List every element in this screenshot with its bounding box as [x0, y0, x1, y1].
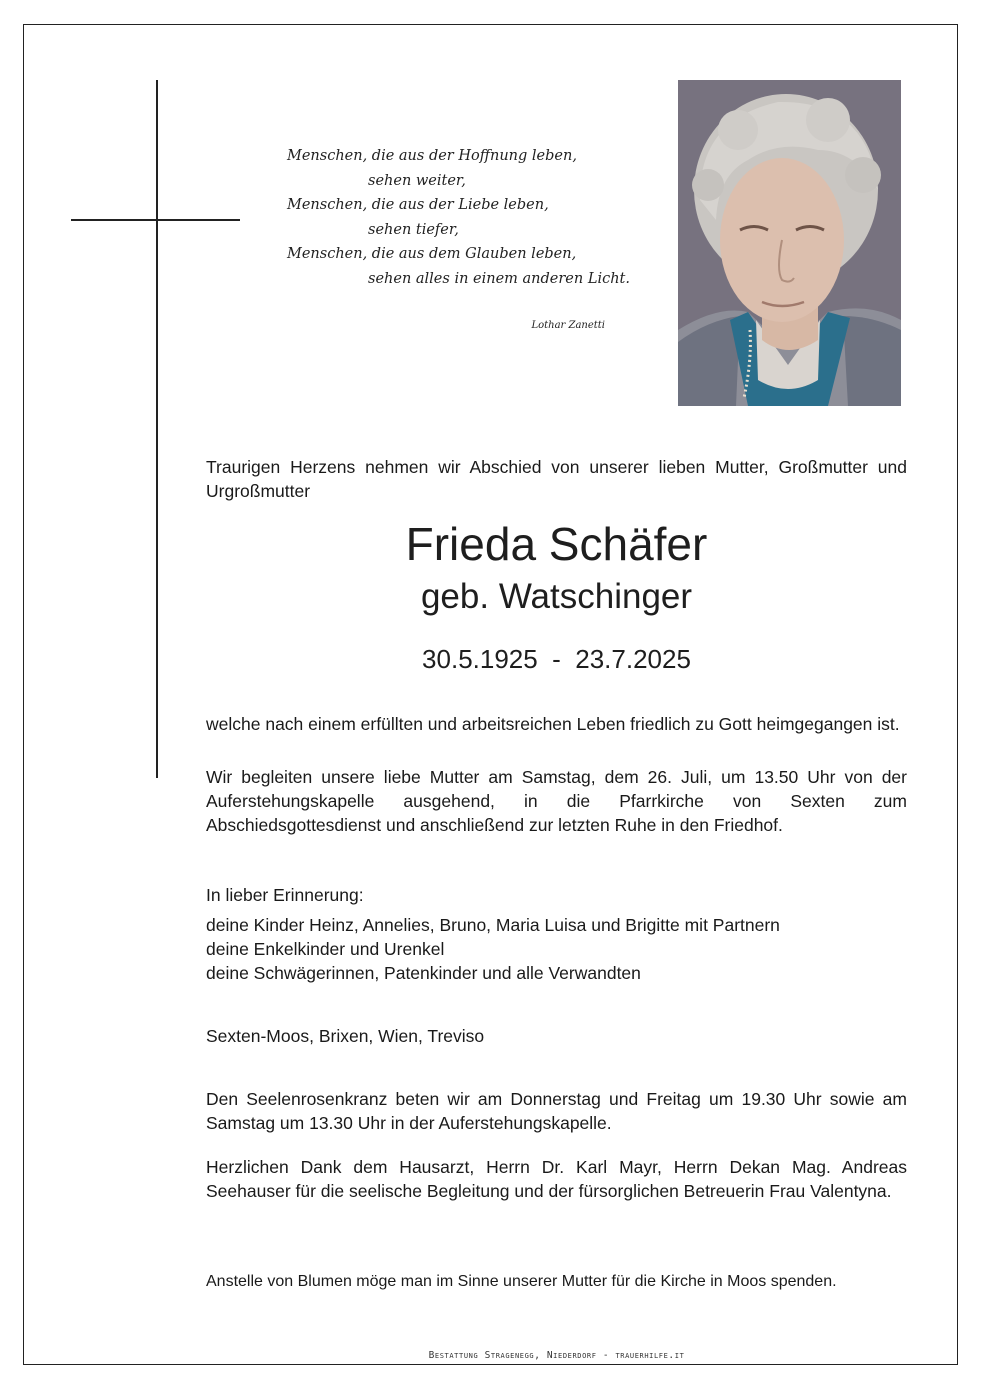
poem-line: Menschen, die aus der Hoffnung leben,	[287, 148, 577, 164]
memory-line: deine Kinder Heinz, Annelies, Bruno, Maria Luisa und Brigitte mit Partnern	[206, 915, 780, 935]
flowers-text: Anstelle von Blumen möge man im Sinne unserer Mutter für die Kirche in Moos spenden.	[206, 1273, 837, 1290]
poem-author: Lothar Zanetti	[531, 320, 605, 331]
poem-line: Menschen, die aus der Liebe leben,	[287, 197, 549, 214]
life-dates: 30.5.1925 - 23.7.2025	[422, 644, 691, 674]
portrait-photo	[678, 80, 901, 406]
poem-line: sehen tiefer,	[368, 221, 459, 238]
poem	[287, 144, 630, 292]
passing-text: welche nach einem erfüllten und arbeitsreichen Leben friedlich zu Gott heimgegangen ist.	[206, 714, 900, 734]
cross-horizontal-bar	[71, 219, 240, 221]
portrait-illustration	[678, 80, 901, 406]
memory-line: deine Schwägerinnen, Patenkinder und alle Verwandten	[206, 963, 641, 983]
deceased-name: Frieda Schäfer	[405, 518, 708, 570]
maiden-name: geb. Watschinger	[420, 577, 693, 616]
intro-text: Traurigen Herzens nehmen wir Abschied von unserer lieben Mutter, Großmutter und Urgroßmutter	[206, 457, 907, 501]
memory-heading: In lieber Erinnerung:	[206, 885, 364, 905]
rosary-text: Den Seelenrosenkranz beten wir am Donnerstag und Freitag um 19.30 Uhr sowie am Samstag um 13.30 Uhr in der Auferstehungskapelle.	[206, 1089, 907, 1133]
places-text: Sexten-Moos, Brixen, Wien, Treviso	[206, 1026, 485, 1046]
funeral-home-footer: Bestattung Stragenegg, Niederdorf - trauerhilfe.it	[428, 1350, 685, 1361]
funeral-text: Wir begleiten unsere liebe Mutter am Samstag, dem 26. Juli, um 13.50 Uhr von der Auferstehungskapelle ausgehend, in die Pfarrkirche von Sexten zum Abschiedsgottesdienst und anschließend zur letzten Ruhe in den Friedhof.	[206, 767, 907, 835]
memory-line: deine Enkelkinder und Urenkel	[206, 939, 445, 959]
poem-line: sehen alles in einem anderen Licht.	[368, 270, 630, 287]
cross-vertical-bar	[156, 80, 158, 778]
poem-line: Menschen, die aus dem Glauben leben,	[287, 246, 577, 263]
memory-list	[206, 913, 907, 985]
poem-line: sehen weiter,	[368, 172, 466, 189]
thanks-text: Herzlichen Dank dem Hausarzt, Herrn Dr. Karl Mayr, Herrn Dekan Mag. Andreas Seehauser für die seelische Begleitung und der fürsorglichen Betreuerin Frau Valentyna.	[206, 1157, 907, 1201]
